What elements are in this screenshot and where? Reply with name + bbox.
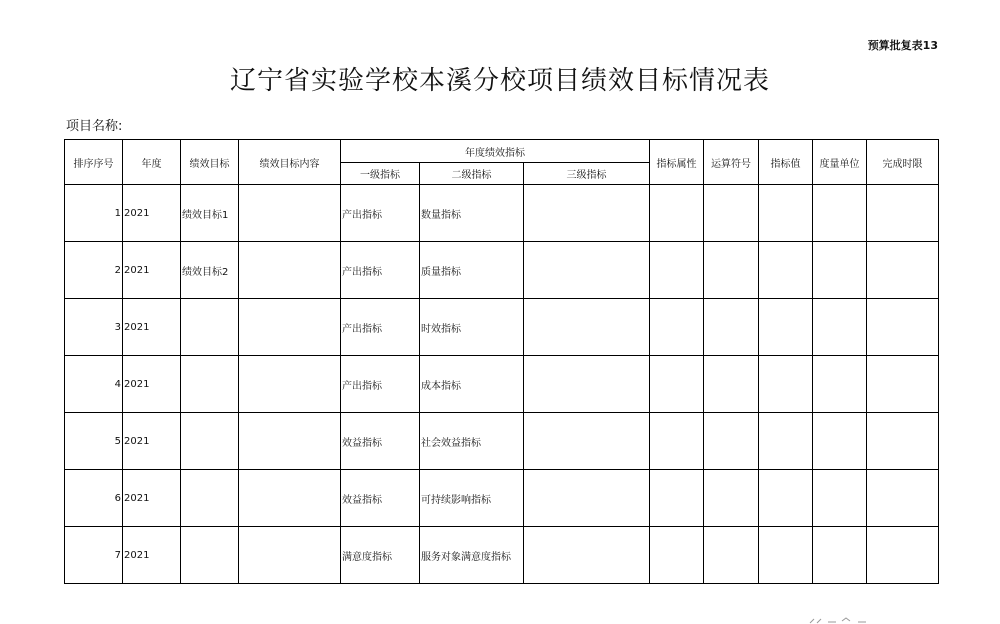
- page-title: 辽宁省实验学校本溪分校项目绩效目标情况表: [229, 66, 770, 96]
- cell-goal: [181, 356, 239, 413]
- cell-unit: [813, 299, 867, 356]
- cell-level2: 服务对象满意度指标: [420, 527, 524, 584]
- table-row: [65, 185, 939, 242]
- cell-deadline: [867, 299, 939, 356]
- col-header-value: 指标值: [759, 140, 813, 185]
- cell-attribute: [650, 185, 704, 242]
- cell-unit: [813, 185, 867, 242]
- cell-operator: [704, 185, 759, 242]
- cell-seq: 4: [65, 356, 123, 413]
- cell-level1: 产出指标: [341, 185, 420, 242]
- cell-level3: [524, 413, 650, 470]
- cell-goal: [181, 527, 239, 584]
- cell-seq: 6: [65, 470, 123, 527]
- cell-deadline: [867, 185, 939, 242]
- cell-level1: 效益指标: [341, 413, 420, 470]
- cell-level2: 可持续影响指标: [420, 470, 524, 527]
- cell-year: 2021: [123, 470, 181, 527]
- cell-unit: [813, 413, 867, 470]
- col-header-deadline: 完成时限: [867, 140, 939, 185]
- cell-value: [759, 413, 813, 470]
- cell-attribute: [650, 527, 704, 584]
- cell-goal-content: [239, 470, 341, 527]
- col-header-level2: 二级指标: [420, 163, 524, 185]
- cell-operator: [704, 413, 759, 470]
- cell-level3: [524, 299, 650, 356]
- cell-goal: [181, 470, 239, 527]
- cell-goal-content: [239, 185, 341, 242]
- cell-value: [759, 242, 813, 299]
- cell-goal: [181, 299, 239, 356]
- cell-seq: 7: [65, 527, 123, 584]
- cell-level2: 时效指标: [420, 299, 524, 356]
- cell-level1: 产出指标: [341, 356, 420, 413]
- cell-unit: [813, 356, 867, 413]
- table-row: [65, 413, 939, 470]
- col-header-seq: 排序序号: [65, 140, 123, 185]
- cell-deadline: [867, 470, 939, 527]
- col-header-year: 年度: [123, 140, 181, 185]
- cell-attribute: [650, 299, 704, 356]
- cell-year: 2021: [123, 242, 181, 299]
- cell-operator: [704, 242, 759, 299]
- cell-level3: [524, 527, 650, 584]
- table-row: [65, 299, 939, 356]
- cell-value: [759, 185, 813, 242]
- cell-level1: 满意度指标: [341, 527, 420, 584]
- cell-level1: 产出指标: [341, 299, 420, 356]
- cell-level3: [524, 185, 650, 242]
- cell-year: 2021: [123, 185, 181, 242]
- performance-goals-table: [64, 139, 939, 584]
- cell-unit: [813, 470, 867, 527]
- cell-year: 2021: [123, 527, 181, 584]
- col-header-attribute: 指标属性: [650, 140, 704, 185]
- cell-goal-content: [239, 527, 341, 584]
- project-name-label: 项目名称:: [66, 119, 123, 134]
- cell-goal-content: [239, 242, 341, 299]
- cell-operator: [704, 299, 759, 356]
- cell-attribute: [650, 242, 704, 299]
- cell-operator: [704, 356, 759, 413]
- cell-goal: [181, 413, 239, 470]
- cell-goal-content: [239, 299, 341, 356]
- cell-attribute: [650, 413, 704, 470]
- cell-goal-content: [239, 413, 341, 470]
- cell-seq: 3: [65, 299, 123, 356]
- cell-level1: 效益指标: [341, 470, 420, 527]
- cell-level2: 数量指标: [420, 185, 524, 242]
- header-row-1: [65, 140, 939, 163]
- page-edge-mark: [808, 616, 878, 624]
- cell-operator: [704, 470, 759, 527]
- cell-attribute: [650, 470, 704, 527]
- form-number: 预算批复表13: [867, 39, 938, 52]
- table-row: [65, 527, 939, 584]
- cell-goal-content: [239, 356, 341, 413]
- cell-attribute: [650, 356, 704, 413]
- table-row: [65, 242, 939, 299]
- table-row: [65, 470, 939, 527]
- cell-goal: 绩效目标1: [181, 185, 239, 242]
- cell-value: [759, 356, 813, 413]
- col-header-goal: 绩效目标: [181, 140, 239, 185]
- cell-goal: 绩效目标2: [181, 242, 239, 299]
- cell-level2: 社会效益指标: [420, 413, 524, 470]
- cell-deadline: [867, 527, 939, 584]
- cell-seq: 5: [65, 413, 123, 470]
- cell-value: [759, 527, 813, 584]
- cell-value: [759, 299, 813, 356]
- cell-value: [759, 470, 813, 527]
- cell-level3: [524, 242, 650, 299]
- cell-seq: 1: [65, 185, 123, 242]
- cell-operator: [704, 527, 759, 584]
- cell-level2: 成本指标: [420, 356, 524, 413]
- cell-year: 2021: [123, 299, 181, 356]
- cell-year: 2021: [123, 413, 181, 470]
- cell-deadline: [867, 413, 939, 470]
- cell-level3: [524, 356, 650, 413]
- cell-deadline: [867, 356, 939, 413]
- cell-level3: [524, 470, 650, 527]
- cell-level1: 产出指标: [341, 242, 420, 299]
- table-row: [65, 356, 939, 413]
- cell-unit: [813, 527, 867, 584]
- cell-year: 2021: [123, 356, 181, 413]
- col-header-operator: 运算符号: [704, 140, 759, 185]
- col-header-goal-content: 绩效目标内容: [239, 140, 341, 185]
- cell-unit: [813, 242, 867, 299]
- cell-deadline: [867, 242, 939, 299]
- cell-seq: 2: [65, 242, 123, 299]
- col-header-level3: 三级指标: [524, 163, 650, 185]
- col-header-annual-indicators: 年度绩效指标: [341, 140, 650, 163]
- cell-level2: 质量指标: [420, 242, 524, 299]
- col-header-level1: 一级指标: [341, 163, 420, 185]
- col-header-unit: 度量单位: [813, 140, 867, 185]
